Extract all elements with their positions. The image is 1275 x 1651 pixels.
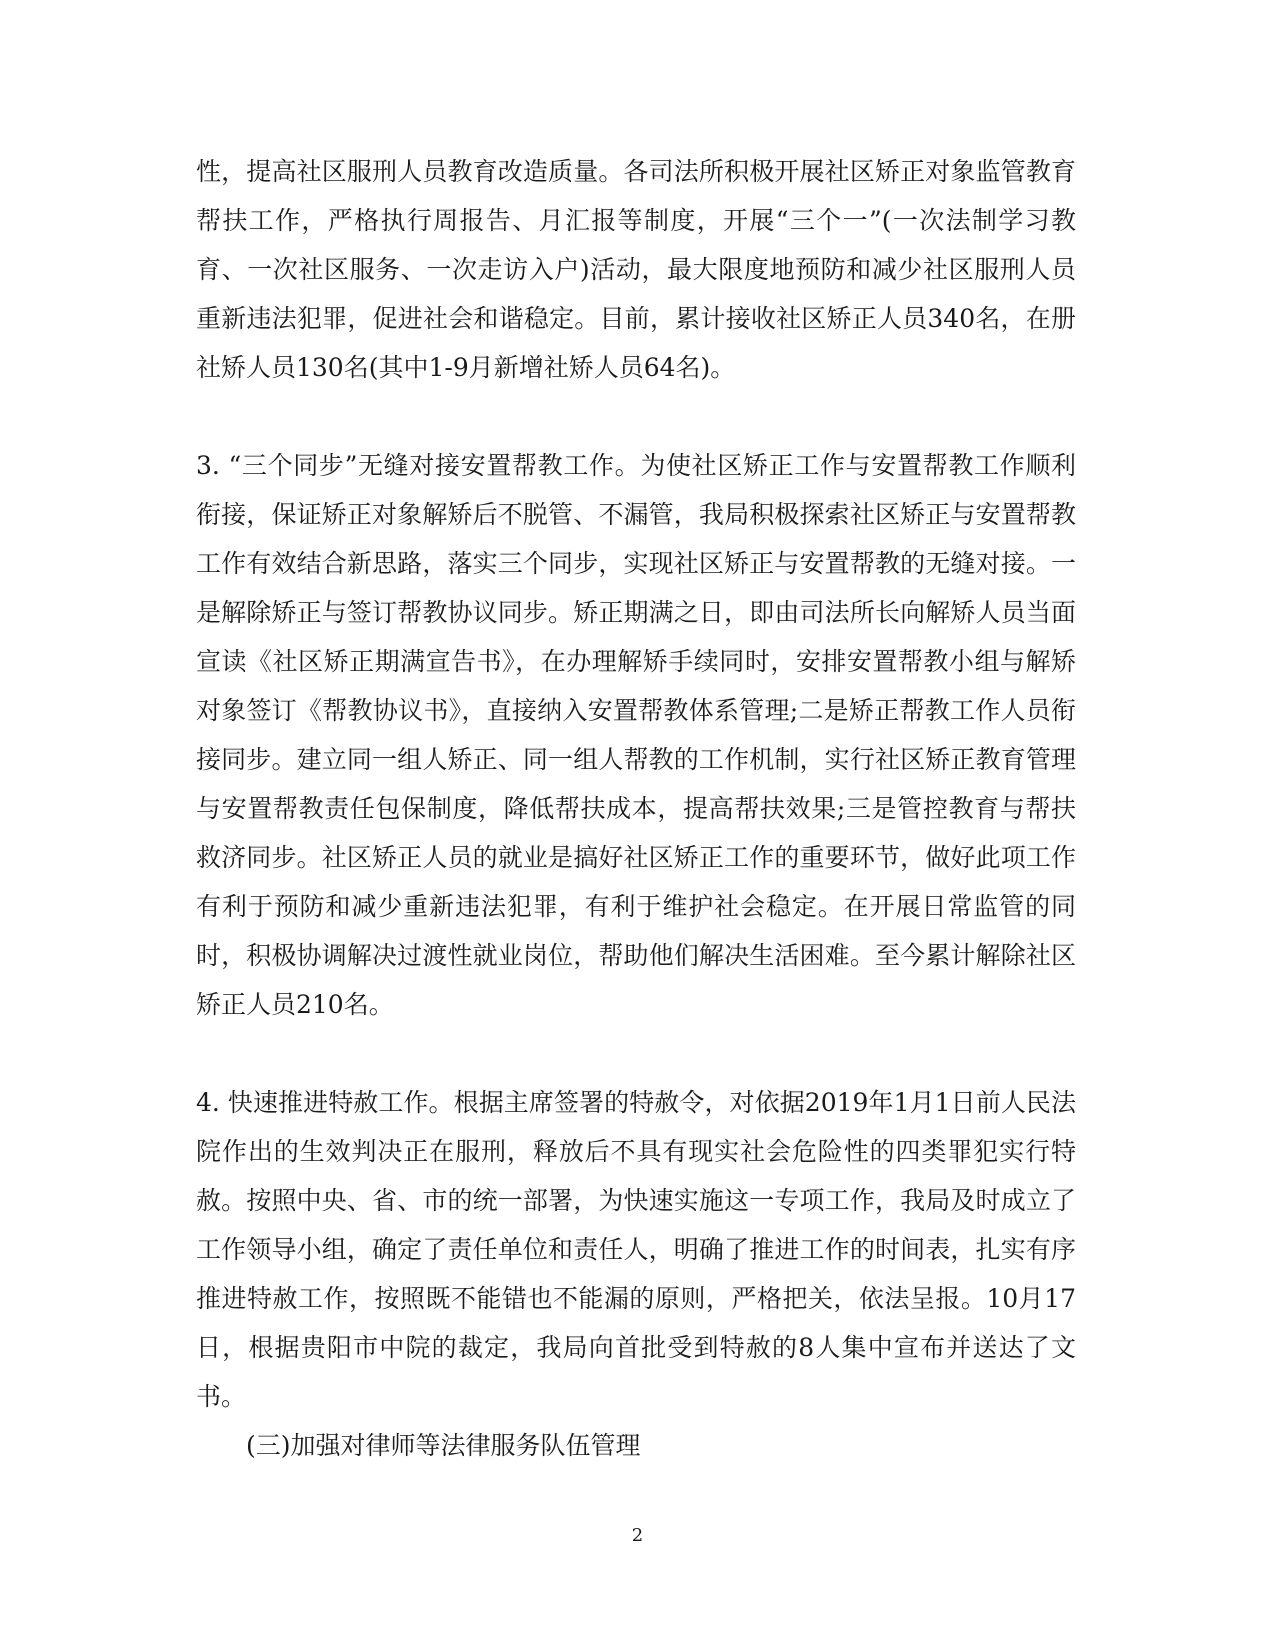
paragraph-special-pardon: 4. 快速推进特赦工作。根据主席签署的特赦令，对依据2019年1月1日前人民法院作出的生效判决正在服刑，释放后不具有现实社会危险性的四类罪犯实行特赦。按照中央、省、市的统一部署，为快速实施这一专项工作，我局及时成立了工作领导小组，确定了责任单位和责任人，明确了推进工作的时间表，扎实有序推进特赦工作，按照既不能错也不能漏的原则，严格把关，依法呈报。10月17日，根据贵阳市中院的裁定，我局向首批受到特赦的8人集中宣布并送达了文书。 bbox=[196, 1088, 1076, 1411]
section-heading: (三)加强对律师等法律服务队伍管理 bbox=[246, 1431, 641, 1460]
paragraph-spacer bbox=[196, 392, 1076, 441]
paragraph-three-synchronizations: 3. “三个同步”无缝对接安置帮教工作。为使社区矫正工作与安置帮教工作顺利衔接，保证矫正对象解矫后不脱管、不漏管，我局积极探索社区矫正与安置帮教工作有效结合新思路，落实三个同步，实现社区矫正与安置帮教的无缝对接。一是解除矫正与签订帮教协议同步。矫正期满之日，即由司法所长向解矫人员当面宣读《社区矫正期满宣告书》，在办理解矫手续同时，安排安置帮教小组与解矫对象签订《帮教协议书》，直接纳入安置帮教体系管理;二是矫正帮教工作人员衔接同步。建立同一组人矫正、同一组人帮教的工作机制，实行社区矫正教育管理与安置帮教责任包保制度，降低帮扶成本，提高帮扶效果;三是管控教育与帮扶救济同步。社区矫正人员的就业是搞好社区矫正工作的重要环节，做好此项工作有利于预防和减少重新违法犯罪，有利于维护社会稳定。在开展日常监管的同时，积极协调解决过渡性就业岗位，帮助他们解决生活困难。至今累计解除社区矫正人员210名。 bbox=[196, 451, 1076, 1019]
document-body bbox=[196, 147, 1076, 1470]
paragraph-spacer bbox=[196, 1029, 1076, 1078]
paragraph-community-correction: 性，提高社区服刑人员教育改造质量。各司法所积极开展社区矫正对象监管教育帮扶工作，严格执行周报告、月汇报等制度，开展“三个一”(一次法制学习教育、一次社区服务、一次走访入户)活动，最大限度地预防和减少社区服刑人员重新违法犯罪，促进社会和谐稳定。目前，累计接收社区矫正人员340名，在册社矫人员130名(其中1-9月新增社矫人员64名)。 bbox=[196, 157, 1076, 382]
page-number: 2 bbox=[631, 1525, 644, 1546]
